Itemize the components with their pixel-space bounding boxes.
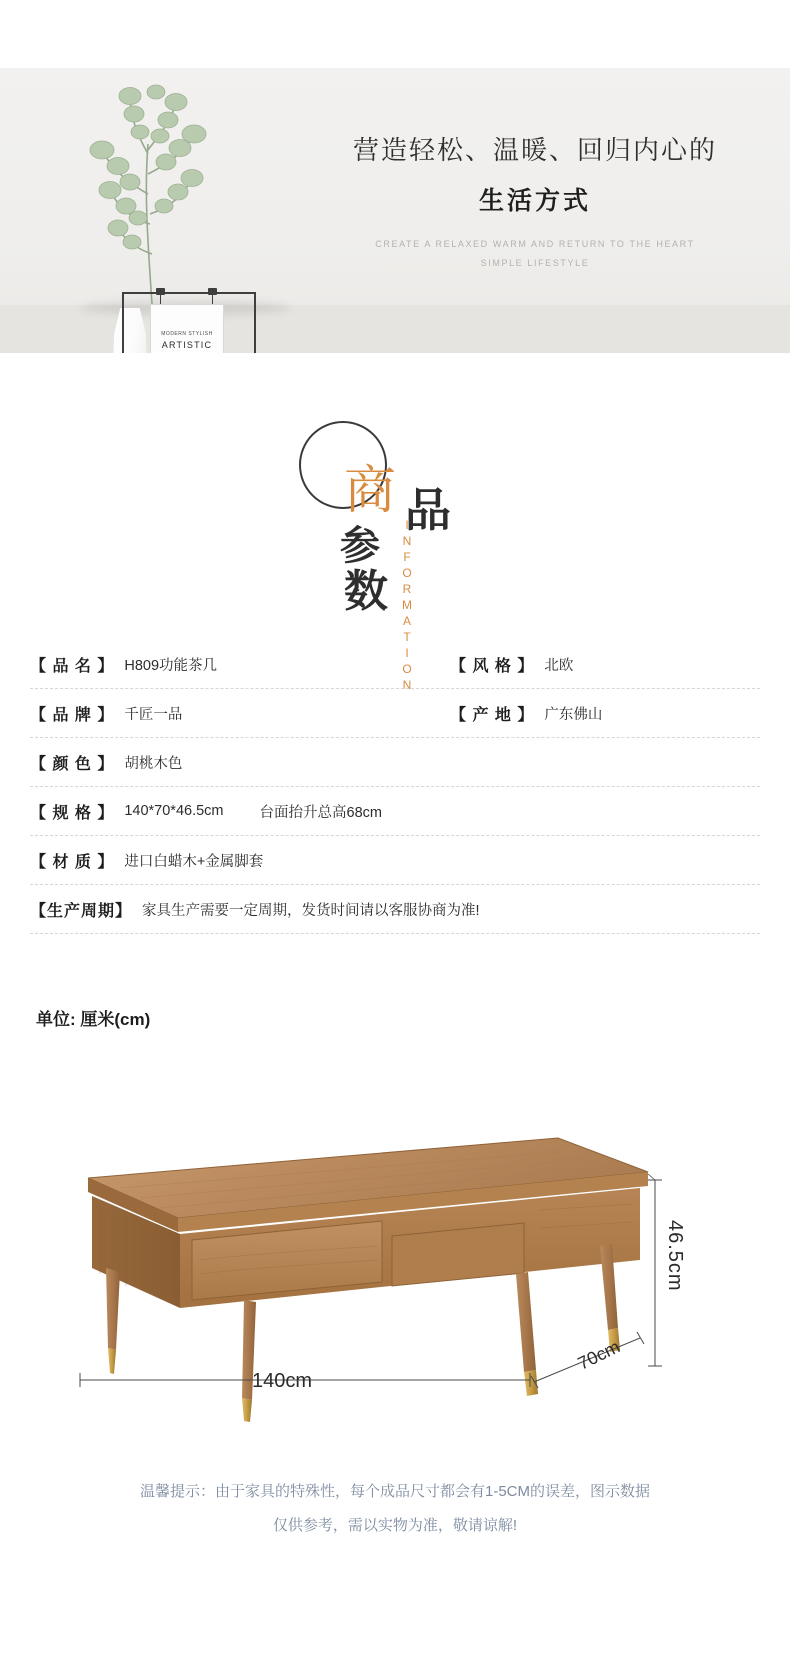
unit-label: 单位: 厘米(cm) bbox=[36, 1010, 151, 1029]
spec-row bbox=[30, 738, 760, 787]
spec-cell-left bbox=[30, 653, 450, 676]
spec-value: 千匠一品 bbox=[124, 706, 183, 723]
spec-key: 【 材 质 】 bbox=[30, 853, 115, 871]
spec-value: 140*70*46.5cm bbox=[124, 803, 224, 819]
spec-cell-left bbox=[30, 702, 450, 725]
heading-english-vertical: INFORMATION bbox=[400, 518, 414, 694]
dimension-width-label: 140cm bbox=[252, 1370, 313, 1392]
spec-row bbox=[30, 836, 760, 885]
dimension-height-label: 46.5cm bbox=[664, 1220, 686, 1292]
hero-english-line-2: SIMPLE LIFESTYLE bbox=[480, 258, 590, 268]
eucalyptus-plant-icon bbox=[60, 74, 240, 304]
spec-key: 【 品 名 】 bbox=[30, 657, 115, 675]
spec-row bbox=[30, 640, 760, 689]
spec-cell-left bbox=[30, 800, 750, 823]
spec-cell-right bbox=[450, 653, 750, 676]
frame-card bbox=[150, 304, 224, 353]
hero-banner bbox=[0, 68, 790, 353]
spec-value: 进口白蜡木+金属脚套 bbox=[124, 853, 264, 870]
spec-key: 【 颜 色 】 bbox=[30, 755, 115, 773]
spec-row bbox=[30, 787, 760, 836]
spec-cell-right bbox=[450, 702, 750, 725]
spec-value-extra: 台面抬升总高68cm bbox=[259, 804, 382, 821]
product-dimension-diagram bbox=[0, 1060, 790, 1440]
spec-value: 胡桃木色 bbox=[124, 755, 183, 772]
heading-char-can: 参 bbox=[340, 523, 380, 568]
hero-subtitle: 生活方式 bbox=[478, 187, 591, 215]
heading-char-pin: 品 bbox=[405, 485, 451, 536]
spec-cell-left bbox=[30, 751, 450, 774]
hero-text-block bbox=[300, 130, 770, 268]
spec-table bbox=[30, 640, 760, 934]
frame-card-top-text: MODERN STYLISH bbox=[161, 331, 213, 337]
spec-value: H809功能茶几 bbox=[124, 657, 218, 674]
dimension-depth-label: 70cm bbox=[574, 1336, 623, 1374]
spec-value: 北欧 bbox=[544, 657, 574, 674]
spec-key: 【 品 牌 】 bbox=[30, 706, 115, 724]
spec-row bbox=[30, 885, 760, 934]
spec-key: 【 风 格 】 bbox=[450, 657, 535, 675]
heading-char-shu: 数 bbox=[344, 567, 388, 616]
heading-char-shang: 商 bbox=[344, 463, 397, 520]
spec-value: 家具生产需要一定周期，发货时间请以客服协商为准! bbox=[142, 902, 480, 919]
footer-note-line-2: 仅供参考，需以实物为准，敬请谅解! bbox=[272, 1517, 518, 1534]
frame-card-main-text: ARTISTIC bbox=[161, 340, 213, 350]
spec-key: 【 产 地 】 bbox=[450, 706, 535, 724]
hero-english-line-1: CREATE A RELAXED WARM AND RETURN TO THE HEART bbox=[375, 239, 695, 249]
spec-row bbox=[30, 689, 760, 738]
spec-cell-left bbox=[30, 849, 750, 872]
spec-cell-left bbox=[30, 898, 750, 921]
hero-title: 营造轻松、温暖、回归内心的 bbox=[352, 135, 717, 165]
spec-key: 【生产周期】 bbox=[30, 902, 133, 920]
spec-key: 【 规 格 】 bbox=[30, 804, 115, 822]
footer-note-line-1: 温馨提示：由于家具的特殊性，每个成品尺寸都会有1-5CM的误差，图示数据 bbox=[139, 1483, 650, 1500]
spec-value: 广东佛山 bbox=[544, 706, 603, 723]
footer-note bbox=[0, 1475, 790, 1543]
